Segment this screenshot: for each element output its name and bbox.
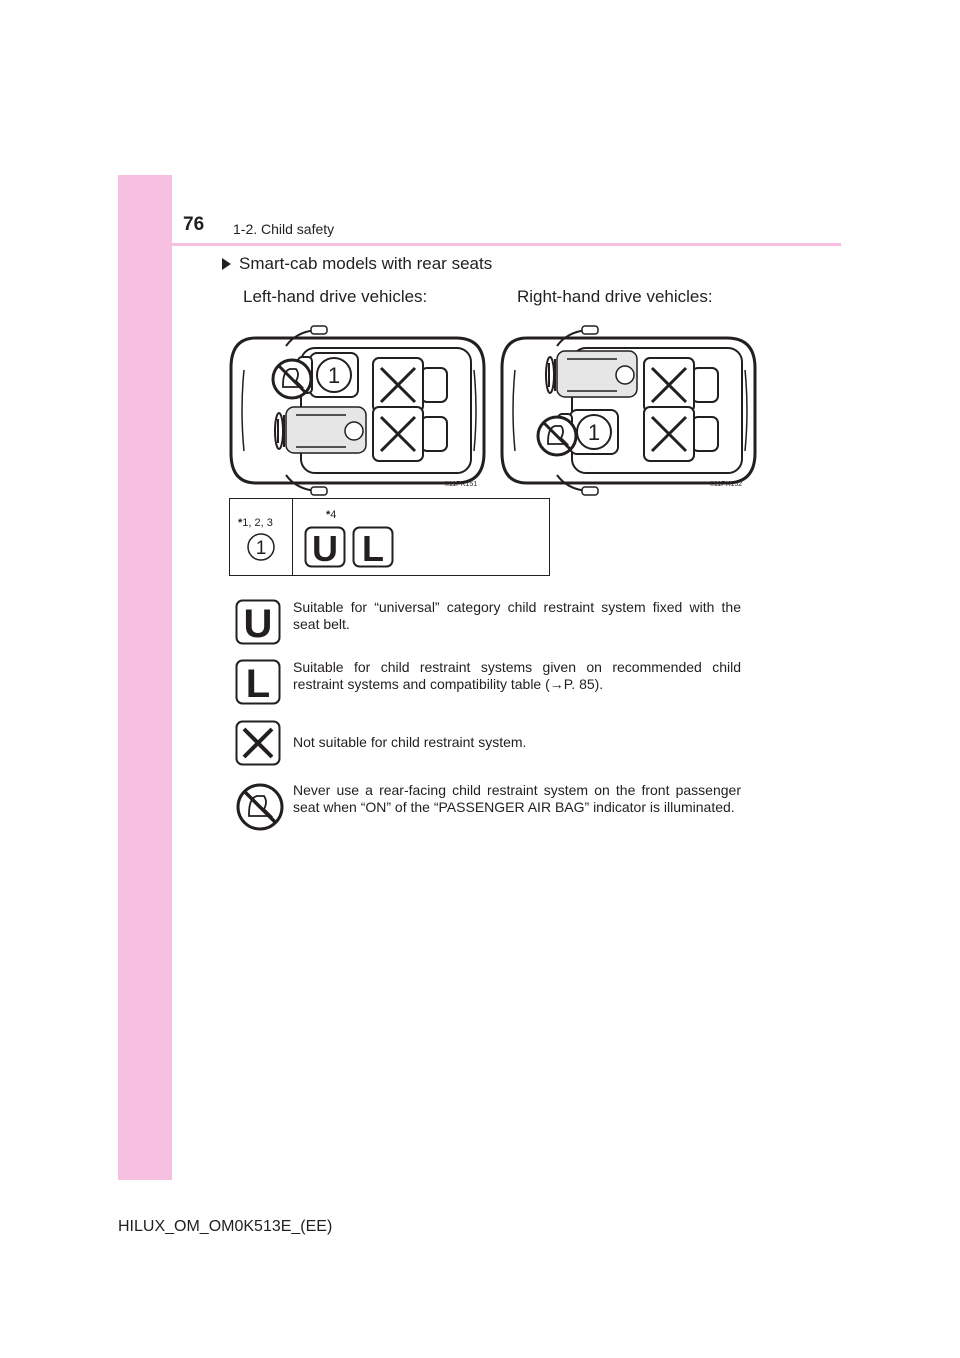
svg-text:1: 1 bbox=[255, 538, 267, 559]
legend-not-suitable-text: Not suitable for child restraint system. bbox=[293, 734, 527, 750]
left-hand-drive-label: Left-hand drive vehicles: bbox=[243, 287, 428, 306]
legend-airbag-warning-text: Never use a rear-facing child restraint system on the front passenger seat when “ON” of the “PASSENGER AIR BAG” indicator is illuminated. bbox=[293, 782, 741, 815]
legend-universal-text: Suitable for “universal” category child restraint system fixed with the seat belt. bbox=[293, 599, 741, 632]
heading-text: Smart-cab models with rear seats bbox=[239, 254, 493, 273]
universal-u-icon bbox=[235, 599, 281, 645]
svg-text:L: L bbox=[245, 662, 271, 705]
table-col-position bbox=[230, 499, 293, 575]
svg-text:U: U bbox=[243, 602, 273, 645]
specific-l-icon bbox=[352, 526, 394, 568]
right-figure-code: II11PK152 bbox=[710, 481, 743, 488]
specific-l-icon bbox=[235, 659, 281, 705]
right-hand-drive-label: Right-hand drive vehicles: bbox=[517, 287, 713, 306]
svg-text:L: L bbox=[362, 528, 384, 568]
not-suitable-x-icon bbox=[235, 720, 281, 766]
section-title: 1-2. Child safety bbox=[233, 221, 335, 237]
footnote-marker-2: *4 bbox=[326, 509, 337, 521]
no-rear-facing-seat-icon bbox=[235, 782, 285, 832]
document-footer: HILUX_OM_OM0K513E_(EE) bbox=[118, 1218, 333, 1235]
bullet-triangle-icon bbox=[222, 258, 231, 270]
subsection-heading bbox=[222, 254, 492, 274]
seat-position-1-icon bbox=[246, 532, 276, 562]
left-figure-code: II11PK151 bbox=[445, 481, 478, 488]
page-number: 76 bbox=[183, 214, 205, 235]
seat-suitability-table bbox=[229, 498, 550, 576]
right-hand-drive-car-diagram bbox=[497, 318, 759, 503]
header-rule bbox=[118, 243, 841, 246]
legend-specific-text: Suitable for child restraint systems given on recommended child restraint systems and compatibility table (→P. 85). bbox=[293, 659, 741, 692]
footnote-marker-1: *1, 2, 3 bbox=[238, 517, 273, 529]
chapter-sidebar-tab bbox=[118, 175, 172, 1180]
svg-text:U: U bbox=[312, 528, 338, 568]
left-hand-drive-car-diagram bbox=[226, 318, 488, 503]
universal-u-icon bbox=[304, 526, 346, 568]
